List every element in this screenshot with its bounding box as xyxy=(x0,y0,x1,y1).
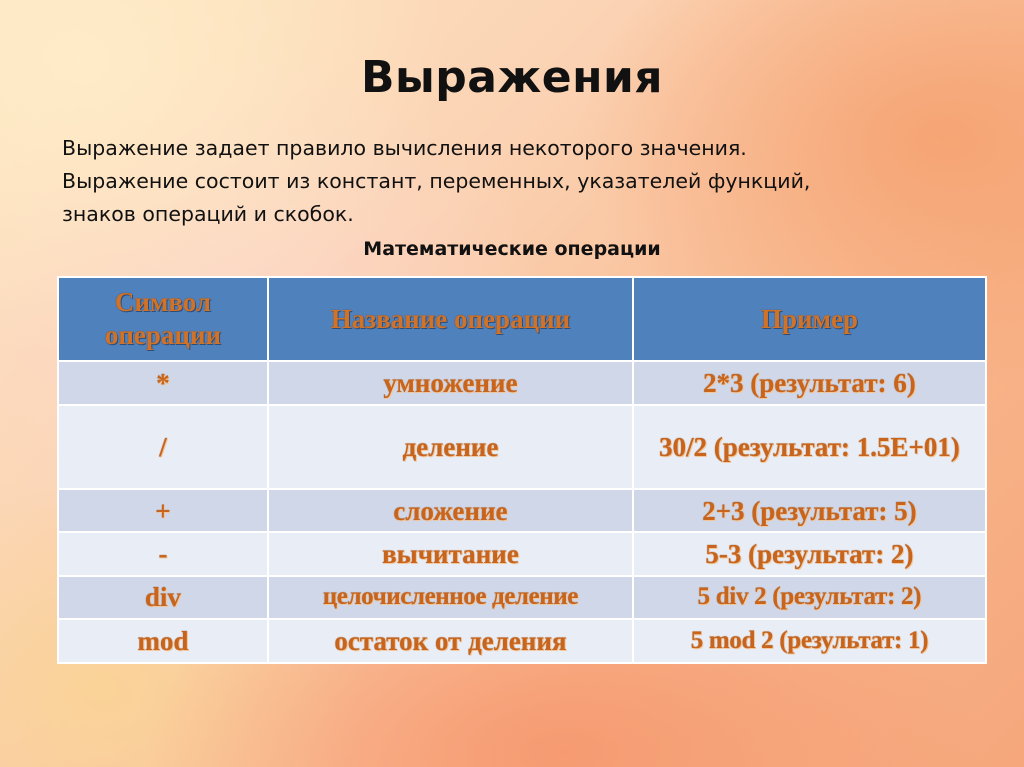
table-row xyxy=(58,489,986,532)
intro-line-1: Выражение задает правило вычисления некоторого значения. xyxy=(62,136,747,160)
header-name: Название операции xyxy=(268,277,633,361)
cell-example: 30/2 (результат: 1.5E+01) xyxy=(633,405,986,489)
cell-example: 2*3 (результат: 6) xyxy=(633,361,986,404)
cell-symbol: / xyxy=(58,405,268,489)
cell-symbol: + xyxy=(58,489,268,532)
table-row xyxy=(58,576,986,619)
intro-line-3: знаков операций и скобок. xyxy=(62,202,354,226)
header-symbol: Символ операции xyxy=(58,277,268,361)
header-example: Пример xyxy=(633,277,986,361)
table-row xyxy=(58,619,986,663)
slide-title: Выражения xyxy=(360,52,664,103)
cell-name: целочисленное деление xyxy=(268,576,633,619)
operations-table xyxy=(57,276,987,664)
intro-line-2: Выражение состоит из констант, переменных, указателей функций, xyxy=(62,169,811,193)
cell-example: 5 div 2 (результат: 2) xyxy=(633,576,986,619)
table-row xyxy=(58,405,986,489)
cell-name: вычитание xyxy=(268,532,633,575)
cell-name: деление xyxy=(268,405,633,489)
cell-name: умножение xyxy=(268,361,633,404)
cell-symbol: div xyxy=(58,576,268,619)
cell-symbol: * xyxy=(58,361,268,404)
cell-name: сложение xyxy=(268,489,633,532)
cell-symbol: mod xyxy=(58,619,268,663)
table-row xyxy=(58,361,986,404)
cell-symbol: - xyxy=(58,532,268,575)
table-caption: Математические операции xyxy=(363,238,661,260)
table-row xyxy=(58,532,986,575)
table-header-row xyxy=(58,277,986,361)
cell-example: 5-3 (результат: 2) xyxy=(633,532,986,575)
intro-text xyxy=(62,132,962,231)
cell-example: 2+3 (результат: 5) xyxy=(633,489,986,532)
cell-name: остаток от деления xyxy=(268,619,633,663)
cell-example: 5 mod 2 (результат: 1) xyxy=(633,619,986,663)
